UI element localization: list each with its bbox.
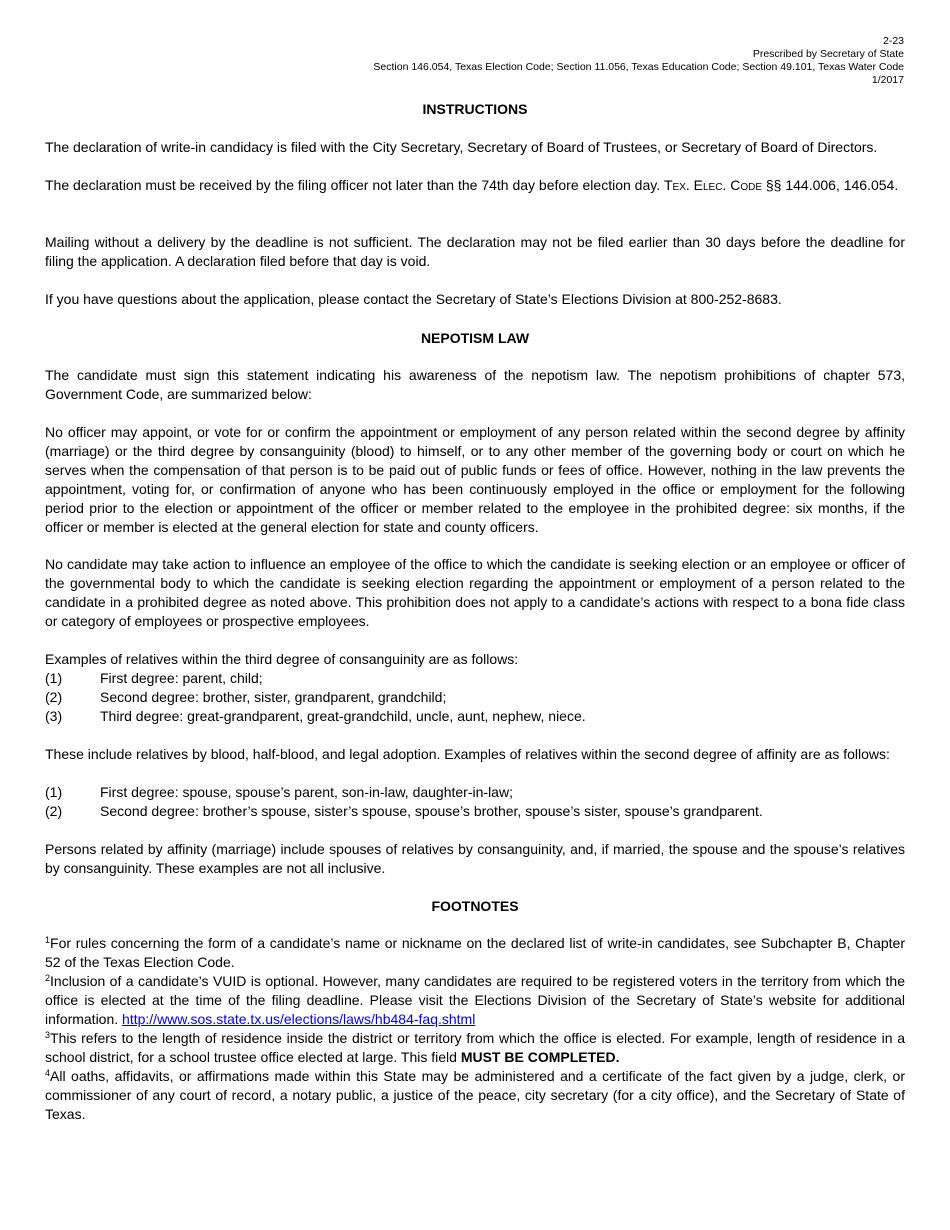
affinity-intro: These include relatives by blood, half-blood, and legal adoption. Examples of relatives within the second degree of affinity are as follows: xyxy=(45,746,890,762)
list-number: (2) xyxy=(45,803,63,819)
faq-link[interactable]: http://www.sos.state.tx.us/elections/laws/hb484-faq.shtml xyxy=(122,1011,476,1027)
instructions-paragraph-4: If you have questions about the application, please contact the Secretary of State’s Elections Division at 800-252-8683. xyxy=(45,291,782,307)
footnote-1 xyxy=(45,934,905,972)
list-number: (3) xyxy=(45,708,63,724)
nepotism-paragraph-3: No candidate may take action to influence an employee of the office to which the candidate is seeking election or an employee or officer of the governmental body to which the candidate is seeking election regarding the appointment or employment of a person related to the candidate in a prohibited degree as noted above. This prohibition does not apply to a candidate’s actions with respect to a bona fide class or category of employees or prospective employees. xyxy=(45,556,905,629)
list-item: First degree: spouse, spouse’s parent, son-in-law, daughter-in-law; xyxy=(100,784,513,800)
list-number: (2) xyxy=(45,689,63,705)
instructions-paragraph-1: The declaration of write-in candidacy is filed with the City Secretary, Secretary of Board of Trustees, or Secretary of Board of Directors. xyxy=(45,139,878,155)
required-field-note: MUST BE COMPLETED. xyxy=(460,1049,620,1065)
footnote-marker: 2 xyxy=(45,973,51,983)
nepotism-paragraph-2: No officer may appoint, or vote for or confirm the appointment or employment of any person related within the second degree by affinity (marriage) or the third degree by consanguinity (blood) to himself, or to any other member of the governing body or court on which he serves when the compensation of that person is to be paid out of public funds or fees of office. However, nothing in the law prevents the appointment, voting for, or confirmation of anyone who has been continuously employed in the office or employment for the following period prior to the election or appointment of the officer or member related to the employee in the prohibited degree: six months, if the officer or member is elected at the general election for state and county officers. xyxy=(45,424,905,535)
footnote-text: For rules concerning the form of a candidate’s name or nickname on the declared list of write-in candidates, see Subchapter B, Chapter 52 of the Texas Election Code. xyxy=(45,935,905,970)
footnote-marker: 3 xyxy=(45,1030,51,1040)
footnote-marker: 4 xyxy=(45,1068,51,1078)
list-item: Third degree: great-grandparent, great-grandchild, uncle, aunt, nephew, niece. xyxy=(100,708,586,724)
list-item: Second degree: brother, sister, grandparent, grandchild; xyxy=(100,689,447,705)
affinity-paragraph: Persons related by affinity (marriage) include spouses of relatives by consanguinity, and, if married, the spouse and the spouse’s relatives by consanguinity. These examples are not all inclusive. xyxy=(45,841,905,876)
nepotism-paragraph-1: The candidate must sign this statement indicating his awareness of the nepotism law. The nepotism prohibitions of chapter 573, Government Code, are summarized below: xyxy=(45,367,905,402)
instructions-paragraph-2 xyxy=(45,176,905,195)
list-number: (1) xyxy=(45,670,63,686)
footnote-3 xyxy=(45,1029,905,1067)
consanguinity-intro: Examples of relatives within the third degree of consanguinity are as follows: xyxy=(45,651,519,667)
deadline-text: The declaration must be received by the filing officer not later than the 74th day before election day. xyxy=(45,177,664,193)
statute-sections: Section 146.054, Texas Election Code; Section 11.056, Texas Education Code; Section 49.101, Texas Water Code xyxy=(373,61,904,73)
code-citation: Tex. Elec. Code xyxy=(663,177,762,193)
nepotism-heading: NEPOTISM LAW xyxy=(420,330,530,346)
list-item: First degree: parent, child; xyxy=(100,670,263,686)
form-number: 2-23 xyxy=(882,35,904,47)
footnote-2 xyxy=(45,972,905,1029)
instructions-heading: INSTRUCTIONS xyxy=(422,101,528,117)
footnote-text: All oaths, affidavits, or affirmations made within this State may be administered and a certificate of the fact given by a judge, clerk, or commissioner of any court of record, a notary public, a justice of the peace, city secretary (for a city office), and the Secretary of State of Texas. xyxy=(45,1068,905,1122)
footnotes-heading: FOOTNOTES xyxy=(431,898,519,914)
list-item: Second degree: brother’s spouse, sister’s spouse, spouse’s brother, spouse’s sister, spouse’s grandparent. xyxy=(100,803,763,819)
footnote-text: This refers to the length of residence inside the district or territory from which the office is elected. For example, length of residence in a school district, for a school trustee office elected at large. This field xyxy=(45,1030,905,1065)
footnote-4 xyxy=(45,1067,905,1124)
list-number: (1) xyxy=(45,784,63,800)
instructions-paragraph-3: Mailing without a delivery by the deadline is not sufficient. The declaration may not be filed earlier than 30 days before the deadline for filing the application. A declaration filed before that day is void. xyxy=(45,234,905,269)
prescribed-by: Prescribed by Secretary of State xyxy=(752,48,904,60)
footnote-text: Inclusion of a candidate’s VUID is optional. However, many candidates are required to be registered voters in the territory from which the office is elected at the time of the filing deadline. Please visit the Elections Division of the Secretary of State’s website for additional information. xyxy=(45,973,905,1027)
footnote-marker: 1 xyxy=(45,935,51,945)
form-date: 1/2017 xyxy=(871,74,904,86)
code-sections: §§ 144.006, 146.054. xyxy=(762,177,899,193)
